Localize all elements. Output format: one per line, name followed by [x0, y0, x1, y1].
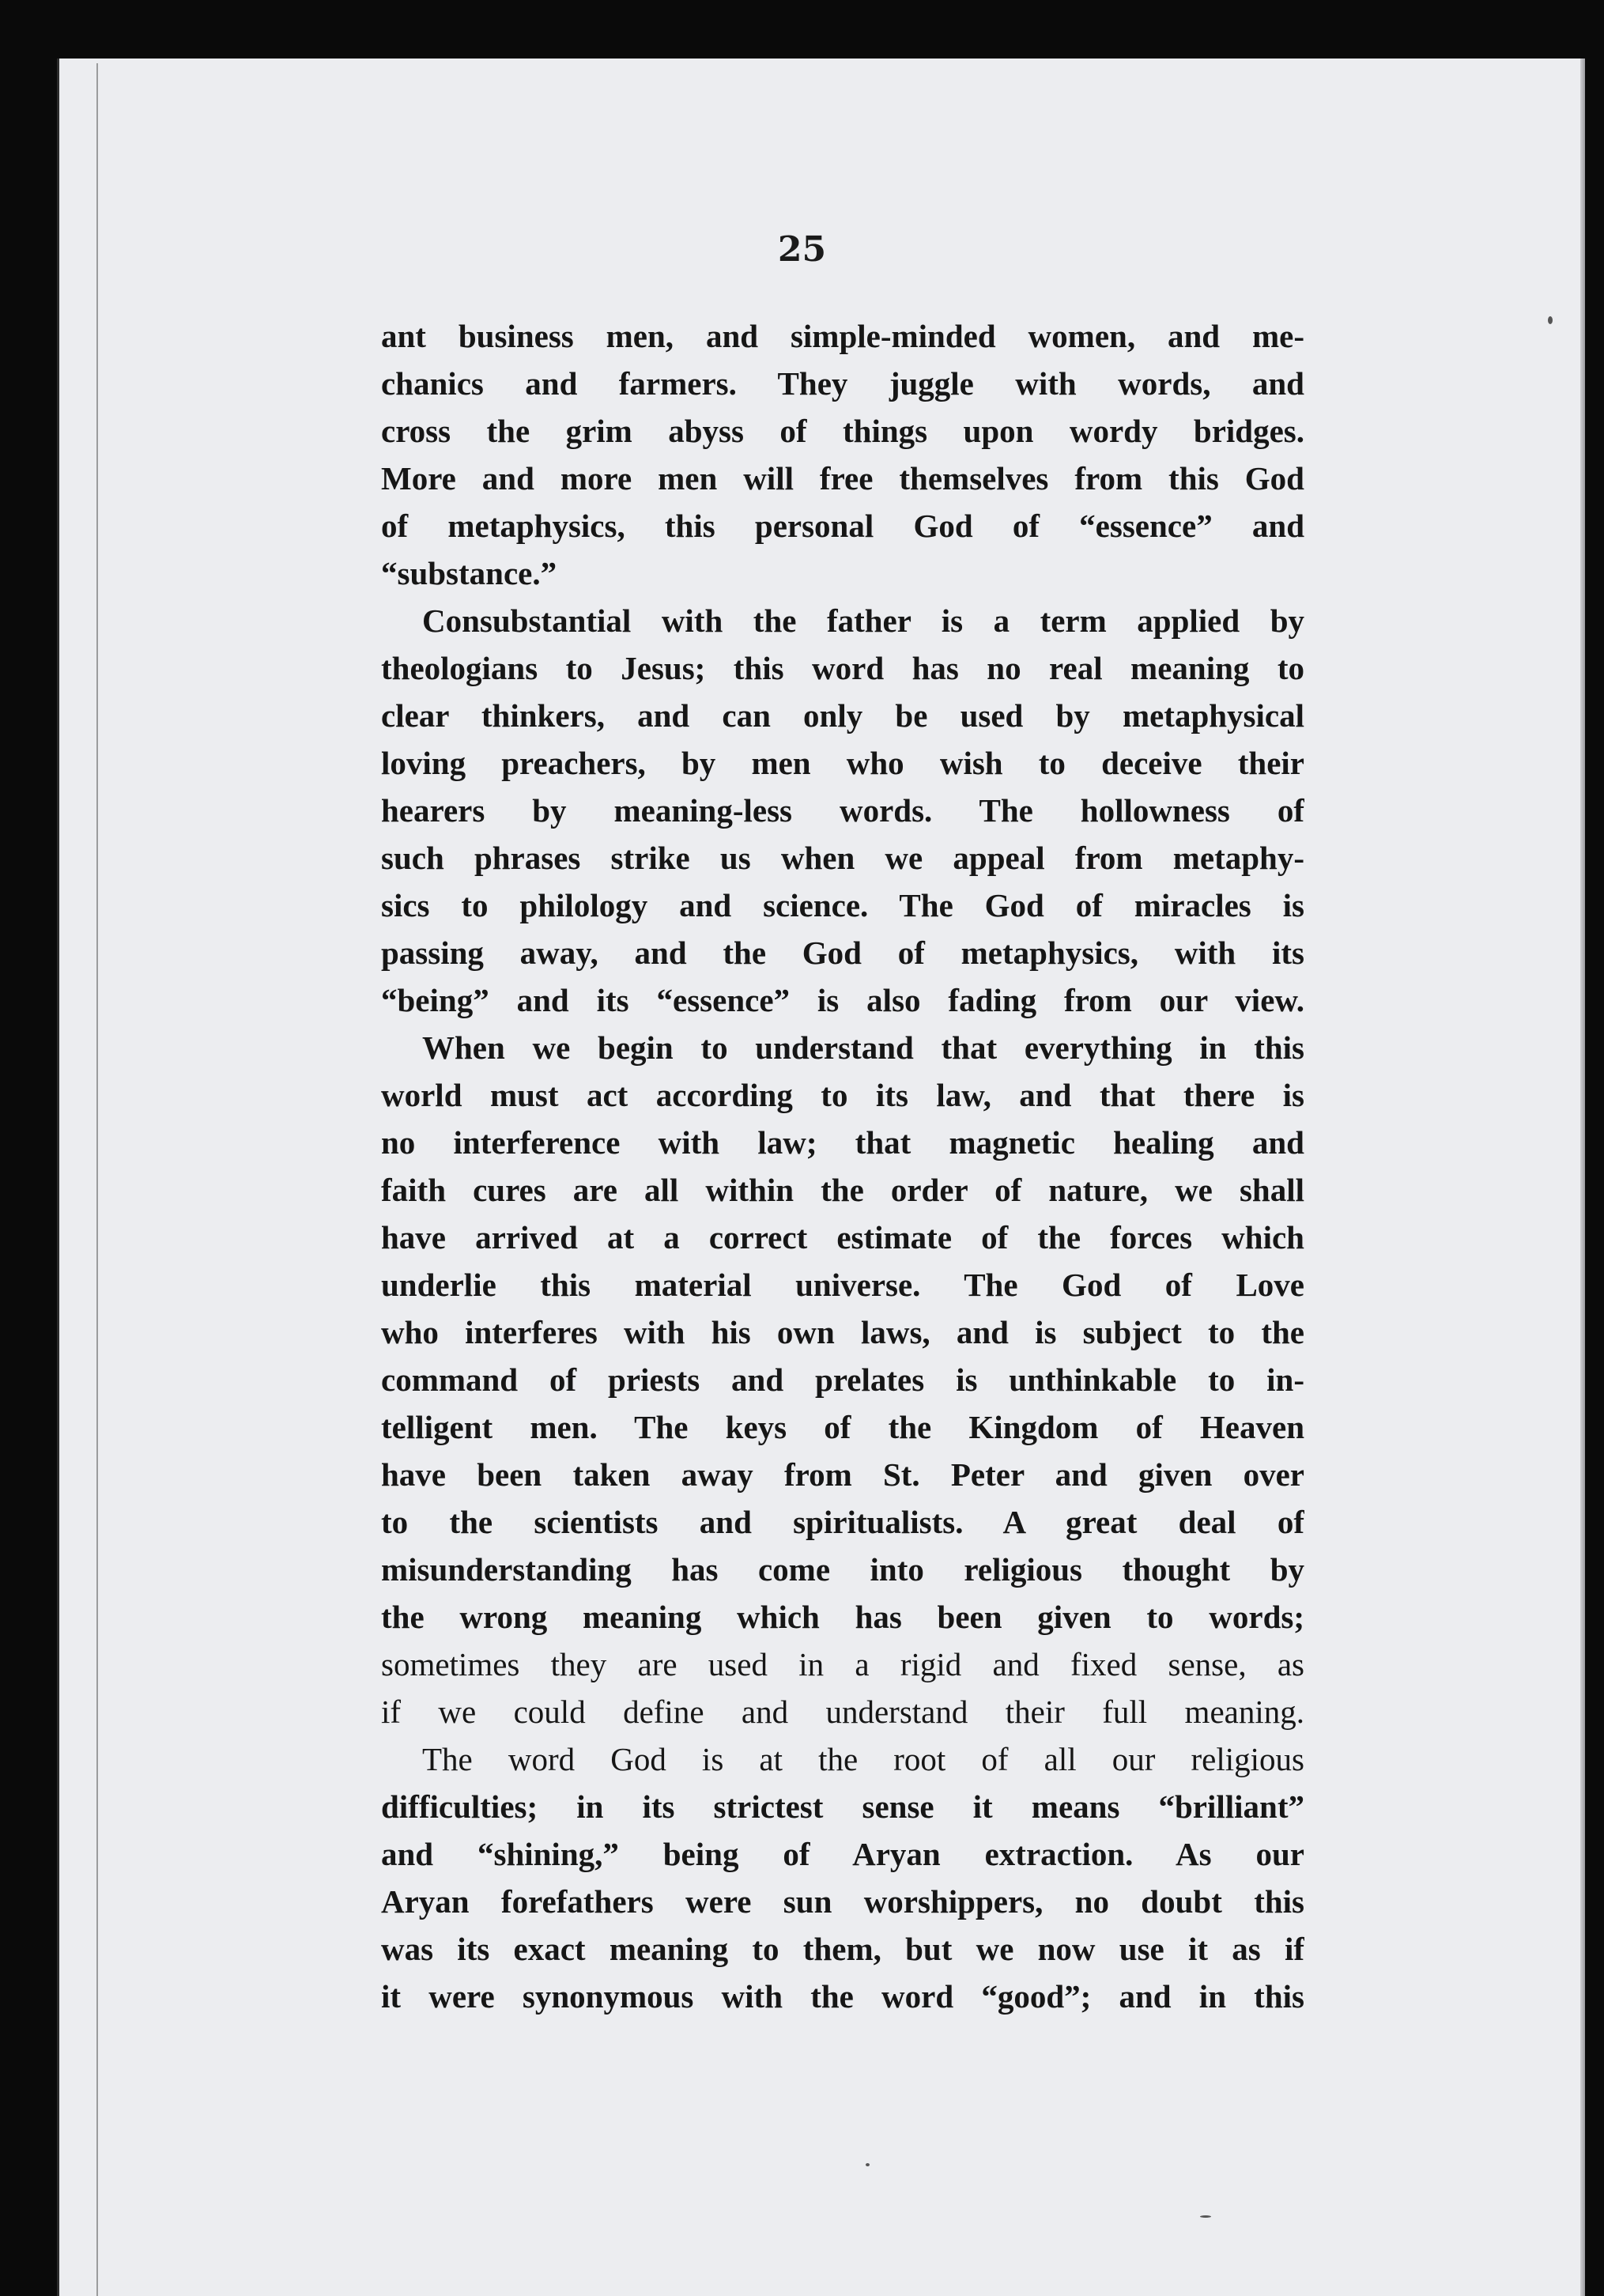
text-line: was its exact meaning to them, but we now use it as if: [381, 1931, 1304, 1967]
text-line: cross the grim abyss of things upon wordy bridges.: [381, 413, 1304, 449]
text-line: “being” and its “essence” is also fading from our view.: [381, 982, 1304, 1018]
text-line: telligent men. The keys of the Kingdom of Heaven: [381, 1409, 1304, 1445]
text-line: ant business men, and simple-minded women, and me-: [381, 318, 1304, 354]
text-line: passing away, and the God of metaphysics, with its: [381, 935, 1304, 971]
text-line: Consubstantial with the father is a term applied by: [422, 602, 1304, 639]
text-line: When we begin to understand that everything in this: [422, 1029, 1304, 1066]
scan-speck: [1548, 316, 1553, 324]
text-line: “substance.”: [381, 555, 557, 591]
text-line: have arrived at a correct estimate of the forces which: [381, 1219, 1304, 1256]
text-line: sics to philology and science. The God of miracles is: [381, 887, 1304, 923]
text-line: no interference with law; that magnetic healing and: [381, 1124, 1304, 1161]
text-line: who interferes with his own laws, and is subject to the: [381, 1314, 1304, 1350]
text-line: such phrases strike us when we appeal from metaphy-: [381, 840, 1304, 876]
text-line: to the scientists and spiritualists. A great deal of: [381, 1504, 1304, 1540]
text-line: sometimes they are used in a rigid and fixed sense, as: [381, 1646, 1304, 1682]
page-edge: [1580, 59, 1585, 2296]
text-line: hearers by meaning-less words. The hollowness of: [381, 792, 1304, 829]
text-line: theologians to Jesus; this word has no real meaning to: [381, 650, 1304, 686]
text-line: The word God is at the root of all our religious: [422, 1741, 1304, 1777]
text-line: faith cures are all within the order of nature, we shall: [381, 1172, 1304, 1208]
text-line: difficulties; in its strictest sense it means “brilliant”: [381, 1788, 1304, 1825]
text-line: if we could define and understand their full meaning.: [381, 1694, 1304, 1730]
text-line: More and more men will free themselves from this God: [381, 460, 1304, 497]
text-line: loving preachers, by men who wish to deceive their: [381, 745, 1304, 781]
text-line: clear thinkers, and can only be used by metaphysical: [381, 697, 1304, 734]
text-line: and “shining,” being of Aryan extraction. As our: [381, 1836, 1304, 1872]
text-line: command of priests and prelates is unthinkable to in-: [381, 1361, 1304, 1398]
text-line: have been taken away from St. Peter and given over: [381, 1456, 1304, 1493]
text-line: world must act according to its law, and that there is: [381, 1077, 1304, 1113]
text-line: underlie this material universe. The God of Love: [381, 1267, 1304, 1303]
scan-speck: [866, 2163, 870, 2166]
text-line: chanics and farmers. They juggle with words, and: [381, 365, 1304, 402]
page-number: 25: [777, 229, 827, 270]
text-line: of metaphysics, this personal God of “essence” and: [381, 508, 1304, 544]
scan-speck: [1200, 2215, 1211, 2218]
body-text: [381, 312, 1304, 2020]
text-line: the wrong meaning which has been given to words;: [381, 1599, 1304, 1635]
page-gutter: [96, 63, 98, 2296]
text-line: it were synonymous with the word “good”; and in this: [381, 1978, 1304, 2015]
text-line: Aryan forefathers were sun worshippers, no doubt this: [381, 1883, 1304, 1920]
text-line: misunderstanding has come into religious thought by: [381, 1551, 1304, 1588]
